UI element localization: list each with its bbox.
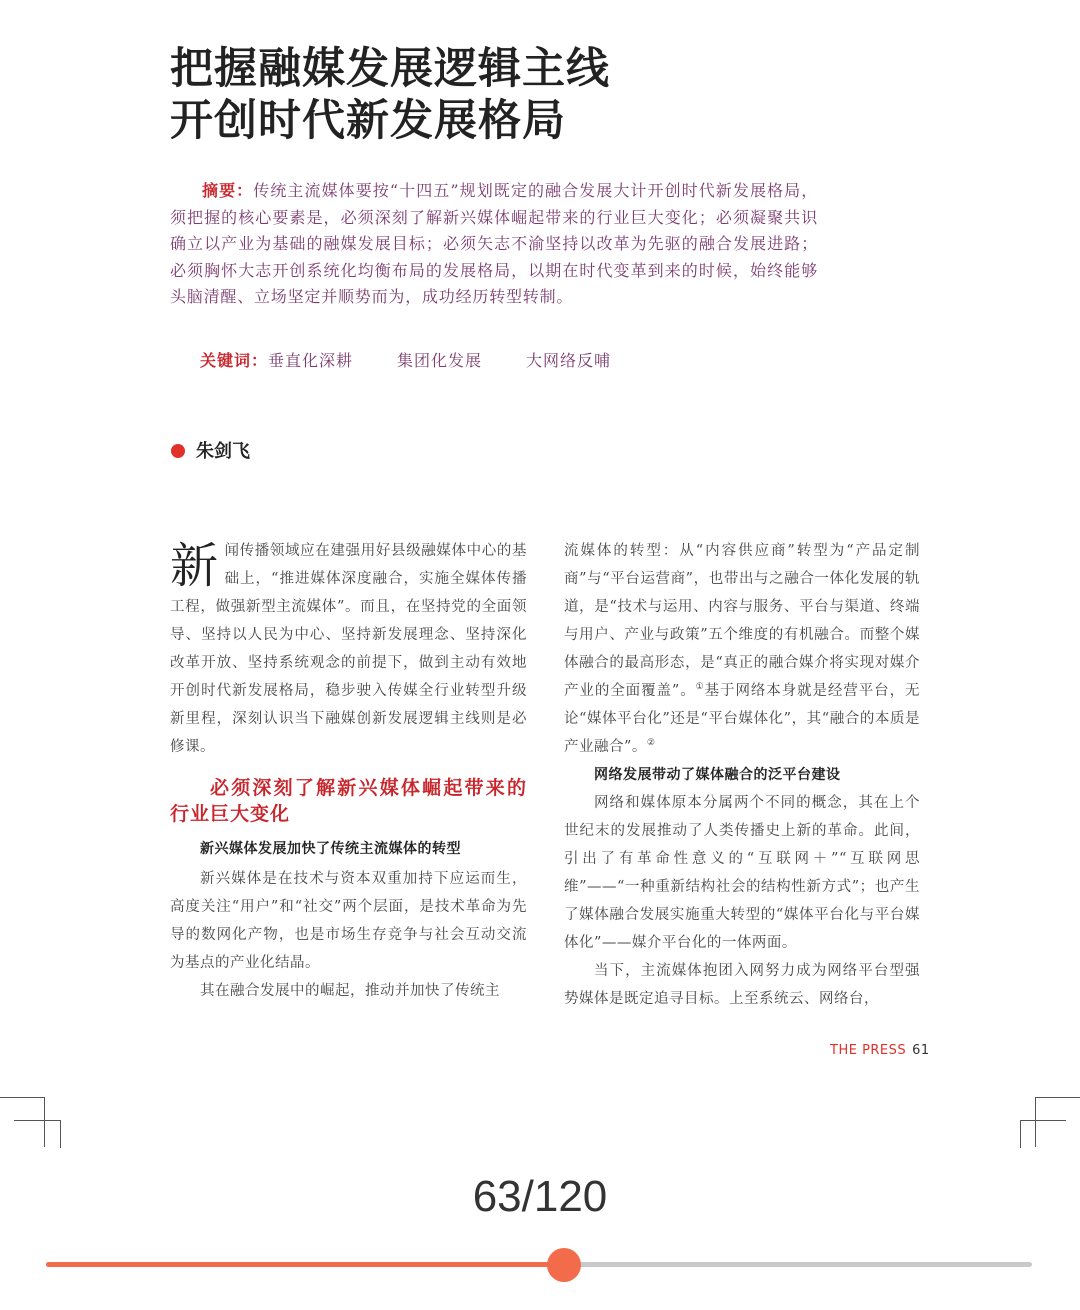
article-title-line-1: 把握融媒发展逻辑主线 [170,44,610,94]
body-paragraph: 网络和媒体原本分属两个不同的概念，其在上个世纪末的发展推动了人类传播史上新的革命。此间，引出了有革命性意义的“互联网＋”“互联网思维”——“一种重新结构社会的结构性新方式”；也产生了媒体融合发展实施重大转型的“媒体平台化与平台媒体化”——媒介平台化的一体两面。 [564,795,920,951]
keyword-item: 垂直化深耕 [268,351,354,370]
crop-mark [1020,1120,1066,1121]
page-indicator: 63/120 [472,1172,608,1221]
body-paragraph: 新兴媒体是在技术与资本双重加持下应运而生，高度关注“用户”和“社交”两个层面，是技术革命为先导的数网化产物，也是市场生存竞争与社会互动交流为基点的产业化结晶。 [170,871,527,971]
body-text: 流媒体的转型：从“内容供应商”转型为“产品定制商”与“平台运营商”，也带出与之融合一体化发展的轨道，是“技术与运用、内容与服务、平台与渠道、终端与用户、产业与政策”五个维度的有机融合。而整个媒体融合的最高形态，是“真正的融合媒介将实现对媒介产业的全面覆盖”。 [564,543,920,699]
body-text: 基于网络本身就是经营平台，无论“媒体平台化”还是“平台媒体化”，其“融合的本质是产业融合”。 [564,683,920,755]
body-paragraph [564,537,920,761]
article-title-line-2: 开创时代新发展格局 [170,96,566,146]
page-slider-progress [46,1262,564,1267]
sub-heading: 新兴媒体发展加快了传统主流媒体的转型 [200,841,461,857]
section-heading: 必须深刻了解新兴媒体崛起带来的行业巨大变化 [170,777,527,825]
intro-text: 闻传播领域应在建强用好县级融媒体中心的基础上，“推进媒体深度融合，实施全媒体传播工程，做强新型主流媒体”。而且，在坚持党的全面领导、坚持以人民为中心、坚持新发展理念、坚持深化改革开放、坚持系统观念的前提下，做到主动有效地开创时代新发展格局，稳步驶入传媒全行业转型升级新里程，深刻认识当下融媒创新发展逻辑主线则是必修课。 [170,543,527,755]
keywords [200,348,655,371]
drop-cap: 新 [170,538,219,594]
footer-brand: THE PRESS [830,1043,907,1058]
abstract [170,178,818,311]
abstract-label: 摘要： [202,181,254,200]
crop-mark [1035,1097,1080,1098]
keyword-item: 集团化发展 [397,351,483,370]
footer-page-number: 61 [912,1043,930,1058]
author-bullet-icon [171,444,185,458]
keywords-label: 关键词： [200,351,269,370]
footnote-marker: ② [646,738,656,749]
footnote-marker: ① [695,682,705,693]
page-footer [830,1043,930,1058]
crop-mark [44,1097,45,1147]
body-paragraph: 其在融合发展中的崛起，推动并加快了传统主 [200,983,500,999]
crop-mark [14,1120,60,1121]
keyword-item: 大网络反哺 [526,351,612,370]
right-column [564,537,920,1013]
author-name: 朱剑飞 [196,441,250,462]
left-column [170,537,527,1005]
crop-mark [0,1097,44,1098]
crop-mark [1020,1120,1021,1148]
crop-mark [1035,1097,1036,1147]
intro-paragraph [170,537,527,761]
abstract-text: 传统主流媒体要按“十四五”规划既定的融合发展大计开创时代新发展格局，须把握的核心要素是，必须深刻了解新兴媒体崛起带来的行业巨大变化；必须凝聚共识确立以产业为基础的融媒发展目标；必须矢志不渝坚持以改革为先驱的融合发展进路；必须胸怀大志开创系统化均衡布局的发展格局，以期在时代变革到来的时候，始终能够头脑清醒、立场坚定并顺势而为，成功经历转型转制。 [170,181,819,306]
crop-mark [60,1120,61,1148]
sub-heading: 网络发展带动了媒体融合的泛平台建设 [594,767,841,783]
page-slider-handle[interactable] [547,1248,581,1282]
body-paragraph: 当下，主流媒体抱团入网努力成为网络平台型强势媒体是既定追寻目标。上至系统云、网络台， [564,963,920,1007]
